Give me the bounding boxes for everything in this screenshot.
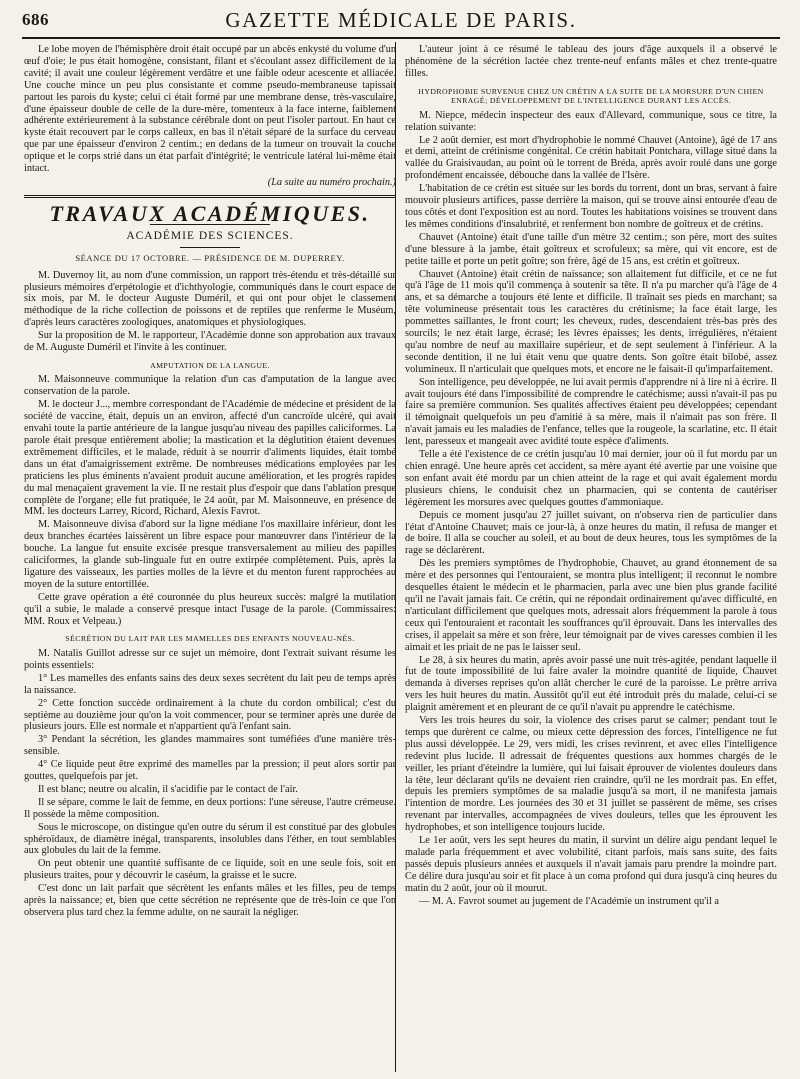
heading-rule	[180, 247, 240, 248]
paragraph: 3° Pendant la sécrétion, les glandes mammaires sont tuméfiées d'une manière très-sensible.	[24, 734, 396, 758]
paragraph: L'auteur joint à ce résumé le tableau des jours d'âge auxquels il a observé le phénomène de la sécrétion lactée chez trente-neuf enfants mâles et chez trente-quatre filles.	[405, 44, 777, 79]
paragraph: M. Maisonneuve communique la relation d'un cas d'amputation de la langue avec conservation de la parole.	[24, 374, 396, 398]
paragraph: M. Duvernoy lit, au nom d'une commission, un rapport très-étendu et très-détaillé sur plusieurs mémoires d'erpétologie et d'ichthyologie, communiqués dans le court espace de six mois, par M. le docteur Auguste Duméril, et qui ont pour objet le classement méthodique de la riche collection de poissons et de reptiles que renferme le Muséum, d'après leurs caractères zoologiques, anatomiques et physiologiques.	[24, 269, 396, 329]
paragraph: Dès les premiers symptômes de l'hydrophobie, Chauvet, au grand étonnement de sa mère et des personnes qui l'entouraient, se montra plus intelligent; il reconnut le nombre desquelles étaient le médecin et le pharmacien, parla avec une bien plus grande facilité qu'il ne l'avait jamais fait. Ce crétin, qui ne répondait ordinairement qu'avec difficulté, en n'articulant difficilement que quelques mots, adressait alors fréquemment la parole à tous ceux qui l'entouraient et racontait les souffrances qu'il éprouvait. Dans les intervalles des crises, il appelait sa mère et son frère, leur témoignait par de vives caresses combien il les aimait et les priait de ne pas le laisser seul.	[405, 558, 777, 653]
subsection-title: SÉCRÉTION DU LAIT PAR LES MAMELLES DES ENFANTS NOUVEAU-NÉS.	[65, 634, 355, 644]
paragraph: Il se sépare, comme le lait de femme, en deux portions: l'une séreuse, l'autre crémeuse. Il possède la même composition.	[24, 796, 396, 820]
paragraph: Sous le microscope, on distingue qu'en outre du sérum il est constitué par des globules sphéroïdaux, de diamètre inégal, transparents, insolubles dans l'éther, en tout semblables aux globules du lait de la femme.	[24, 821, 396, 857]
paragraph: L'habitation de ce crétin est située sur les bords du torrent, dont un bras, servant à faire mouvoir plusieurs artifices, passe derrière la maison, qui se trouve ainsi entourée d'eau de tous côtés et dont l'exposition est au nord. Toutes les habitations voisines se trouvent dans les mêmes conditions d'insalubrité, et renferment bon nombre de goîtreux et de crétins.	[405, 183, 777, 230]
paragraph: Le lobe moyen de l'hémisphère droit était occupé par un abcès enkysté du volume d'un œuf d'oie; le pus était homogène, consistant, filant et s'écoulant assez difficilement de la cavité; il avait une couleur légèrement verdâtre et une faible odeur acescente et alliacée. Une couche mince un peu plus consistante et comme pseudo-membraneuse tapissait partout les parois du kyste; celui ci était formé par une membrane dense, très-vasculaire, d'une épaisseur double de celle de la dure-mère, tomenteux à la face interne, faiblement adhérente extérieurement à la substance cérébrale dont on peut l'isoler partout. En haut ce kyste était recouvert par le corps calleux, en bas il n'était séparé de la surface du cerveau que par une épaisseur d'environ 2 centim.; en dedans de la tumeur on trouvait la couche optique et le corps strié dans un état parfait d'intégrité; le ventricule latéral lui-même était intact.	[24, 44, 396, 175]
session-heading: SÉANCE DU 17 OCTOBRE. — PRÉSIDENCE DE M. DUPERREY.	[75, 252, 345, 263]
paragraph: M. Maisonneuve divisa d'abord sur la ligne médiane l'os maxillaire inférieur, dont les deux branches écartées laissèrent un libre espace pour manœuvrer dans l'intérieur de la bouche. La langue fut ensuite excisée presque transversalement au milieu des papilles caliciformes, la glande sub-linguale fut en outre extirpée complètement. Puis, après la ligature des vaisseaux, les parties molles de la lèvre et du menton furent rapprochées au moyen de la suture entortillée.	[24, 519, 396, 590]
paragraph: M. le docteur J..., membre correspondant de l'Académie de médecine et président de la société de vaccine, était, depuis un an environ, affecté d'un cancroïde ulcéré, qui avait envahi toute la partie antérieure de la langue jusqu'au niveau des papilles caliciformes. La parole était presque entièrement abolie; la mastication et la déglutition étaient devenues extrêmement difficiles, et le malade, réduit à se nourrir d'aliments liquides, était tombé dans un état d'amaigrissement extrême. De nombreuses médications employées par les praticiens les plus éminents n'avaient produit aucune amélioration, et les progrès rapides du mal menaçaient gravement la vie. Il ne restait plus d'espoir que dans l'ablation presque complète de l'organe; elle fut pratiquée, le 24 août, par M. Maisonneuve, en présence de MM. les docteurs Larrey, Ricord, Richard, Alexis Favrot.	[24, 399, 396, 518]
paragraph: Telle a été l'existence de ce crétin jusqu'au 10 mai dernier, jour où il fut mordu par un chien enragé. Une heure après cet accident, sa mère ayant été avertie par une voisine que son enfant avait été mordu par un chien atteint de la rage et qui avait également mordu plusieurs chiens, le conduisit chez un pharmacien, qui se contenta de cautériser légèrement les morsures avec quelques gouttes d'ammoniaque.	[405, 449, 777, 508]
paragraph: M. Natalis Guillot adresse sur ce sujet un mémoire, dont l'extrait suivant résume les points essentiels:	[24, 647, 396, 671]
paragraph: Il est blanc; neutre ou alcalin, il s'acidifie par le contact de l'air.	[38, 783, 298, 795]
paragraph: 2° Cette fonction succède ordinairement à la chute du cordon ombilical; c'est du septième au douzième jour qu'on la voit commencer, pour se terminer après une durée de plusieurs jours. Elle est normale et n'appartient qu'à l'enfant sain.	[24, 697, 396, 733]
continued-note: (La suite au numéro prochain.)	[267, 176, 396, 188]
paragraph: Chauvet (Antoine) était crétin de naissance; son allaitement fut difficile, et ce ne fut qu'à l'âge de 11 mois qu'il commença à soutenir sa tête. Il n'a pu marcher qu'à l'âge de 4 ans, et sa démarche a toujours été lente et difficile. Il traînait ses pieds en marchant; sa tête volumineuse présentait tous les caractères du crétinisme; la face était large, les pommettes saillantes, le front court; les cheveux, rudes, descendaient très-bas près des sourcils; le nez était large, écrasé; les lèvres épaisses; les dents, irrégulières, n'étaient qu'au nombre de neuf au maxillaire supérieur, et de sept seulement à l'inférieur. A la seconde dentition, il ne lui était venu que quatre dents. Son goître était bilobé, assez volumineux. Il n'articulait que quelques mots, et encore ne le faisait-il qu'imparfaitement.	[405, 268, 777, 375]
paragraph: Chauvet (Antoine) était d'une taille d'un mètre 32 centim.; son père, mort des suites d'une blessure à la jambe, était goîtreux et scrofuleux; sa mère, qui vit encore, est de petite taille et porte un petit goître; son frère, âgé de 15 ans, est crétin et goîtreux.	[405, 231, 777, 267]
section-separator	[24, 195, 396, 198]
journal-title: GAZETTE MÉDICALE DE PARIS.	[225, 8, 577, 32]
academy-heading: ACADÉMIE DES SCIENCES.	[126, 229, 294, 242]
section-title: TRAVAUX ACADÉMIQUES.	[49, 200, 371, 226]
left-column	[24, 44, 396, 1074]
page-header	[22, 6, 780, 36]
column-divider	[395, 42, 396, 1072]
paragraph: 1° Les mamelles des enfants sains des deux sexes secrètent du lait peu de temps après la naissance.	[24, 672, 396, 696]
paragraph: 4° Ce liquide peut être exprimé des mamelles par la pression; il peut alors sortir par gouttes, quelquefois par jet.	[24, 759, 396, 783]
paragraph: M. Niepce, médecin inspecteur des eaux d'Allevard, communique, sous ce titre, la relation suivante:	[405, 109, 777, 133]
paragraph: Le 28, à six heures du matin, après avoir passé une nuit très-agitée, pendant laquelle il fut de toute impossibilité de lui faire avaler la moindre quantité de liquide, Chauvet demanda à diverses reprises qu'on allât chercher le curé de la paroisse. Le prêtre arriva vers les huit heures du matin. Aussitôt qu'il eut été introduit près du malade, celui-ci se plaignit amèrement et en pleurant de ce qu'il n'avait pu apprendre le catéchisme.	[405, 654, 777, 714]
paragraph: Le 2 août dernier, est mort d'hydrophobie le nommé Chauvet (Antoine), âgé de 17 ans et demi, atteint de crétinisme congénital. Ce crétin habitait Pontchara, village situé dans la vallée du Graisivaudan, au point où le torrent de Bréda, après avoir roulé dans une gorge profondément encaissée, débouche dans la vallée de l'Isère.	[405, 134, 777, 182]
paragraph: Cette grave opération a été couronnée du plus heureux succès: malgré la mutilation qu'il a subie, le malade a conservé presque intact l'usage de la parole. (Commissaires: MM. Roux et Velpeau.)	[24, 591, 396, 627]
paragraph: On peut obtenir une quantité suffisante de ce liquide, soit en une seule fois, soit en plusieurs traites, pour y découvrir le caséum, la graisse et le sucre.	[24, 858, 396, 882]
subsection-title: HYDROPHOBIE SURVENUE CHEZ UN CRÉTIN A LA SUITE DE LA MORSURE D'UN CHIEN ENRAGÉ; DÉVELOPPEMENT DE L'INTELLIGENCE DURANT LES ACCÈS.	[418, 86, 764, 106]
header-rule	[22, 37, 780, 39]
paragraph: Depuis ce moment jusqu'au 27 juillet suivant, on n'observa rien de particulier dans l'état d'Antoine Chauvet; mais ce jour-là, à onze heures du matin, il refusa de manger et de boire. Il alla se coucher au soleil, et au bout de deux heures, tous les symptômes de la rage se déclarèrent.	[405, 509, 777, 557]
right-column	[405, 44, 777, 1074]
paragraph: — M. A. Favrot soumet au jugement de l'Académie un instrument qu'il a	[419, 895, 719, 907]
paragraph: Sur la proposition de M. le rapporteur, l'Académie donne son approbation aux travaux de M. Auguste Duméril et l'invite à les continuer.	[24, 330, 396, 354]
paragraph: Son intelligence, peu développée, ne lui avait permis d'apprendre ni à lire ni à écrire. Il avait toujours été dans l'impossibilité de comprendre le catéchisme; aussi n'avait-il pas pu faire sa première communion. Ses qualités affectives étaient peu développées; cependant il témoignait quelquefois un peu d'amitié à sa mère, mais il n'aimait pas son frère. Il n'avait jamais eu les maladies de l'enfance, telles que la rougeole, la scarlatine, etc. Il était lent, paresseux et mangeait avec avidité toute espèce d'aliments.	[405, 376, 777, 448]
subsection-title: AMPUTATION DE LA LANGUE.	[150, 360, 270, 370]
paragraph: Le 1er août, vers les sept heures du matin, il survint un délire aigu pendant lequel le malade parla fréquemment et avec volubilité, citant parfois, mais sans suite, des faits passés depuis plusieurs années et auxquels il n'avait jamais paru prendre la moindre part. Ce délire dura jusqu'au soir et fit place à un coma profond qui dura jusqu'à cinq heures du matin du 2 août, jour où il mourut.	[405, 835, 777, 894]
page-number: 686	[22, 10, 49, 29]
paragraph: Vers les trois heures du soir, la violence des crises parut se calmer; pendant tout le temps que durèrent ce calme, ou mieux cette dépression des forces, l'intelligence ne fut plus aussi développée. Le 29, vers midi, les crises revinrent, et avec elles l'intelligence redevint plus lucide. Il adressait de fréquentes questions aux hommes chargés de le veiller, les priant d'éteindre la lumière, qui lui faisait éprouver de violentes douleurs dans la tête, leur déclarant qu'ils ne devaient rien craindre, qu'il ne les mordrait pas. En effet, depuis les premiers symptômes de sa maladie jusqu'à sa mort, il ne manifesta jamais l'intention de mordre. Les journées des 30 et 31 juillet se passèrent de même, ses crises revenant par intervalles, accompagnées de vives douleurs, telles que les éprouvent les hydrophobes, et son intelligence toujours lucide.	[405, 715, 777, 834]
paragraph: C'est donc un lait parfait que sécrètent les enfants mâles et les filles, peu de temps après la naissance; et, bien que cette sécrétion ne représente que de très-loin ce que l'on observera plus tard chez la femme adulte, on ne saurait la négliger.	[24, 883, 396, 918]
